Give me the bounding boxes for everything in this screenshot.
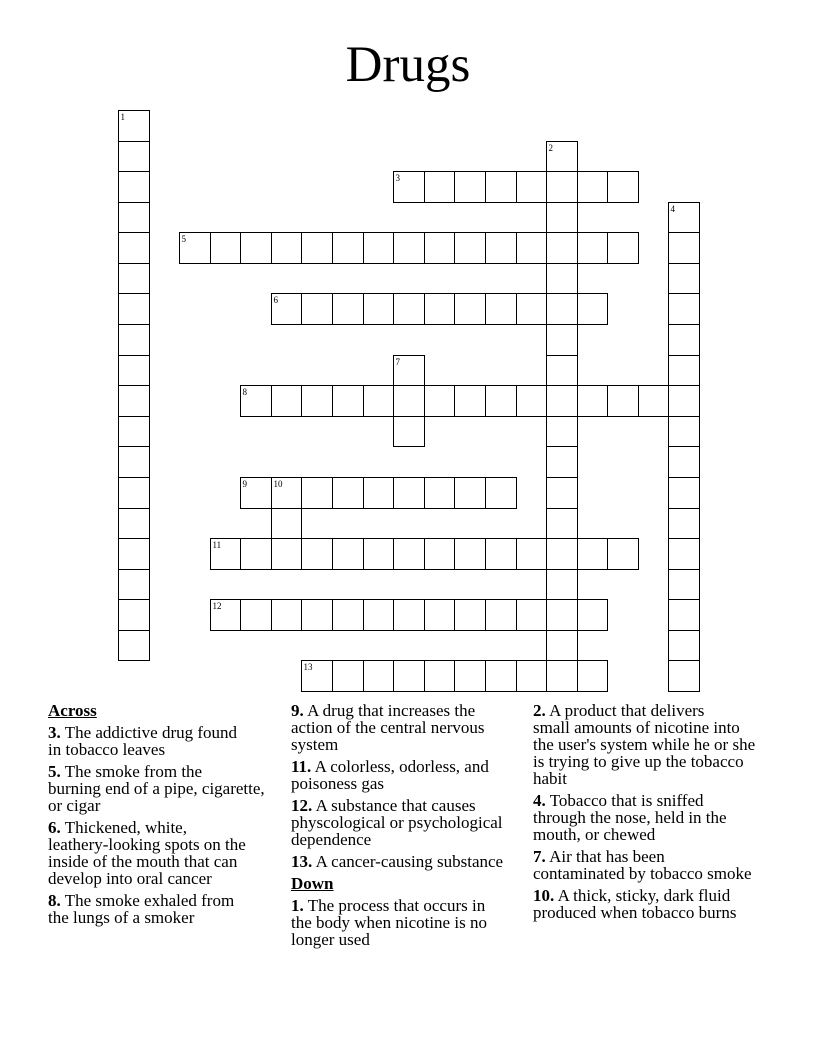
grid-cell — [364, 661, 394, 692]
across-clue-9 — [291, 702, 527, 753]
clue-number: 13. — [291, 852, 313, 871]
grid-cell — [486, 478, 517, 509]
across-clue-6 — [48, 819, 284, 887]
grid-cell — [425, 600, 455, 631]
grid-cell — [486, 600, 517, 631]
grid-cell — [394, 478, 425, 509]
grid-cell — [547, 233, 578, 264]
grid-clue-number: 3 — [395, 173, 400, 183]
grid-cell — [669, 600, 700, 631]
grid-clue-number: 7 — [395, 357, 400, 367]
grid-cell — [455, 172, 486, 203]
grid-cell — [578, 233, 608, 264]
grid-cell — [119, 478, 150, 509]
puzzle-title: Drugs — [345, 37, 471, 93]
grid-cell — [547, 356, 578, 386]
grid-clue-number: 13 — [303, 662, 313, 672]
clue-text: The process that occurs in the body when nicotine is no longer used — [291, 896, 487, 949]
grid-cell — [425, 539, 455, 570]
grid-cell — [669, 509, 700, 539]
clue-text: A substance that causes physcological or psychological dependence — [291, 796, 503, 849]
grid-cell — [547, 509, 578, 539]
grid-cell — [302, 386, 333, 417]
grid-cell — [425, 478, 455, 509]
grid-cell — [425, 294, 455, 325]
grid-cell — [486, 661, 517, 692]
grid-cell — [455, 386, 486, 417]
grid-cell — [547, 661, 578, 692]
grid-cell — [272, 539, 302, 570]
grid-cell — [394, 233, 425, 264]
crossword-grid — [118, 110, 702, 694]
grid-cell — [302, 233, 333, 264]
grid-cell — [333, 661, 364, 692]
grid-cell — [333, 539, 364, 570]
grid-cell — [517, 539, 547, 570]
grid-cell — [394, 600, 425, 631]
grid-cell — [119, 570, 150, 600]
grid-clue-number: 6 — [273, 295, 278, 305]
grid-cell — [455, 478, 486, 509]
down-clue-7 — [533, 848, 795, 882]
down-clue-1 — [291, 897, 527, 948]
grid-cell — [486, 539, 517, 570]
grid-cell — [455, 294, 486, 325]
grid-cell — [578, 600, 608, 631]
clue-number: 1. — [291, 896, 304, 915]
grid-clue-number: 12 — [212, 601, 222, 611]
grid-cell — [608, 539, 639, 570]
grid-cell — [547, 386, 578, 417]
grid-cell — [455, 600, 486, 631]
clue-text: A colorless, odorless, and poisoness gas — [291, 757, 489, 793]
grid-cell — [119, 264, 150, 294]
grid-cell — [394, 661, 425, 692]
grid-cell — [578, 661, 608, 692]
down-clue-10 — [533, 887, 795, 921]
clue-text: Air that has been contaminated by tobacco smoke — [533, 847, 752, 883]
grid-cell — [241, 600, 272, 631]
grid-clue-number: 1 — [120, 112, 125, 122]
grid-cell — [364, 233, 394, 264]
grid-cell — [608, 233, 639, 264]
grid-cell — [394, 539, 425, 570]
clue-number: 7. — [533, 847, 546, 866]
clue-text: Thickened, white, leathery-looking spots on the inside of the mouth that can develop into oral cancer — [48, 818, 246, 888]
grid-cell — [486, 172, 517, 203]
grid-cell — [669, 539, 700, 570]
clue-number: 2. — [533, 701, 546, 720]
grid-cell — [241, 539, 272, 570]
grid-cell — [364, 539, 394, 570]
clue-number: 11. — [291, 757, 312, 776]
grid-cell — [302, 294, 333, 325]
grid-cell — [364, 386, 394, 417]
grid-cell — [119, 294, 150, 325]
grid-cell — [669, 325, 700, 356]
grid-cell — [425, 661, 455, 692]
grid-cell — [211, 233, 241, 264]
clue-text: The smoke exhaled from the lungs of a smoker — [48, 891, 235, 927]
grid-clue-number: 4 — [670, 204, 675, 214]
across-heading: Across — [48, 701, 97, 720]
grid-cell — [486, 233, 517, 264]
grid-cell — [517, 233, 547, 264]
grid-cell — [517, 172, 547, 203]
across-clue-11 — [291, 758, 527, 792]
grid-cell — [669, 386, 700, 417]
grid-cell — [455, 661, 486, 692]
grid-cell — [119, 631, 150, 661]
grid-cell — [364, 478, 394, 509]
grid-cell — [333, 478, 364, 509]
grid-cell — [119, 172, 150, 203]
clue-column-1 — [48, 702, 284, 926]
grid-cell — [425, 172, 455, 203]
grid-cell — [517, 386, 547, 417]
grid-cell — [119, 447, 150, 478]
grid-cell — [486, 386, 517, 417]
grid-cell — [302, 478, 333, 509]
clue-text: Tobacco that is sniffed through the nose, held in the mouth, or chewed — [533, 791, 727, 844]
clue-text: A cancer-causing substance — [315, 852, 504, 871]
grid-clue-number: 2 — [548, 143, 553, 153]
grid-cell — [119, 233, 150, 264]
clue-number: 9. — [291, 701, 304, 720]
grid-cell — [394, 294, 425, 325]
grid-cell — [669, 264, 700, 294]
clue-number: 4. — [533, 791, 546, 810]
grid-cell — [302, 600, 333, 631]
grid-cell — [669, 233, 700, 264]
grid-cell — [272, 386, 302, 417]
grid-cell — [333, 233, 364, 264]
grid-cell — [486, 294, 517, 325]
down-clue-4 — [533, 792, 795, 843]
down-heading: Down — [291, 874, 334, 893]
grid-cell — [333, 600, 364, 631]
grid-cell — [578, 172, 608, 203]
grid-cell — [241, 233, 272, 264]
grid-cell — [639, 386, 669, 417]
grid-cell — [302, 539, 333, 570]
across-clue-5 — [48, 763, 284, 814]
grid-cell — [364, 294, 394, 325]
grid-clue-number: 8 — [242, 387, 247, 397]
clue-text: A product that delivers small amounts of nicotine into the user's system while he or she is trying to give up the tobacco habit — [533, 701, 756, 788]
grid-clue-number: 9 — [242, 479, 247, 489]
grid-cell — [669, 417, 700, 447]
grid-cell — [578, 539, 608, 570]
grid-cell — [333, 386, 364, 417]
grid-cell — [669, 294, 700, 325]
grid-cell — [547, 478, 578, 509]
grid-cell — [547, 570, 578, 600]
clue-number: 12. — [291, 796, 313, 815]
grid-cell — [578, 294, 608, 325]
grid-clue-number: 5 — [181, 234, 186, 244]
grid-cell — [608, 172, 639, 203]
grid-cell — [333, 294, 364, 325]
grid-cell — [669, 661, 700, 692]
grid-clue-number: 10 — [273, 479, 283, 489]
grid-cell — [547, 203, 578, 233]
clue-text: The smoke from the burning end of a pipe, cigarette, or cigar — [48, 762, 265, 815]
grid-cell — [272, 233, 302, 264]
grid-cell — [394, 386, 425, 417]
grid-cell — [669, 478, 700, 509]
grid-cell — [425, 386, 455, 417]
grid-cell — [119, 539, 150, 570]
grid-cell — [547, 417, 578, 447]
clue-number: 6. — [48, 818, 61, 837]
clue-column-2 — [291, 702, 527, 948]
grid-cell — [425, 233, 455, 264]
clue-number: 5. — [48, 762, 61, 781]
grid-cell — [517, 661, 547, 692]
grid-cell — [547, 264, 578, 294]
grid-cell — [394, 417, 425, 447]
across-clue-12 — [291, 797, 527, 848]
grid-cell — [547, 539, 578, 570]
grid-cell — [547, 600, 578, 631]
clue-text: A thick, sticky, dark fluid produced when tobacco burns — [533, 886, 737, 922]
grid-cell — [517, 294, 547, 325]
grid-cell — [119, 203, 150, 233]
grid-cell — [119, 600, 150, 631]
grid-cell — [119, 356, 150, 386]
grid-cell — [669, 356, 700, 386]
across-clue-3 — [48, 724, 284, 758]
grid-cells — [119, 111, 700, 692]
grid-cell — [517, 600, 547, 631]
grid-cell — [272, 509, 302, 539]
grid-cell — [119, 325, 150, 356]
grid-cell — [119, 142, 150, 172]
grid-cell — [547, 325, 578, 356]
grid-cell — [547, 631, 578, 661]
grid-clue-number: 11 — [212, 540, 222, 550]
grid-cell — [669, 631, 700, 661]
grid-cell — [669, 447, 700, 478]
grid-cell — [669, 570, 700, 600]
grid-cell — [119, 386, 150, 417]
grid-cell — [455, 233, 486, 264]
clue-text: The addictive drug found in tobacco leaves — [48, 723, 238, 759]
clue-text: A drug that increases the action of the central nervous system — [291, 701, 485, 754]
clue-number: 10. — [533, 886, 555, 905]
grid-cell — [364, 600, 394, 631]
grid-cell — [119, 417, 150, 447]
down-clue-2 — [533, 702, 795, 787]
grid-cell — [547, 172, 578, 203]
grid-cell — [608, 386, 639, 417]
across-clue-13 — [291, 853, 527, 870]
grid-cell — [119, 509, 150, 539]
clue-number: 8. — [48, 891, 61, 910]
grid-cell — [547, 447, 578, 478]
grid-cell — [578, 386, 608, 417]
grid-cell — [272, 600, 302, 631]
clue-number: 3. — [48, 723, 61, 742]
grid-cell — [455, 539, 486, 570]
clue-column-3 — [533, 702, 795, 921]
grid-cell — [547, 294, 578, 325]
across-clue-8 — [48, 892, 284, 926]
